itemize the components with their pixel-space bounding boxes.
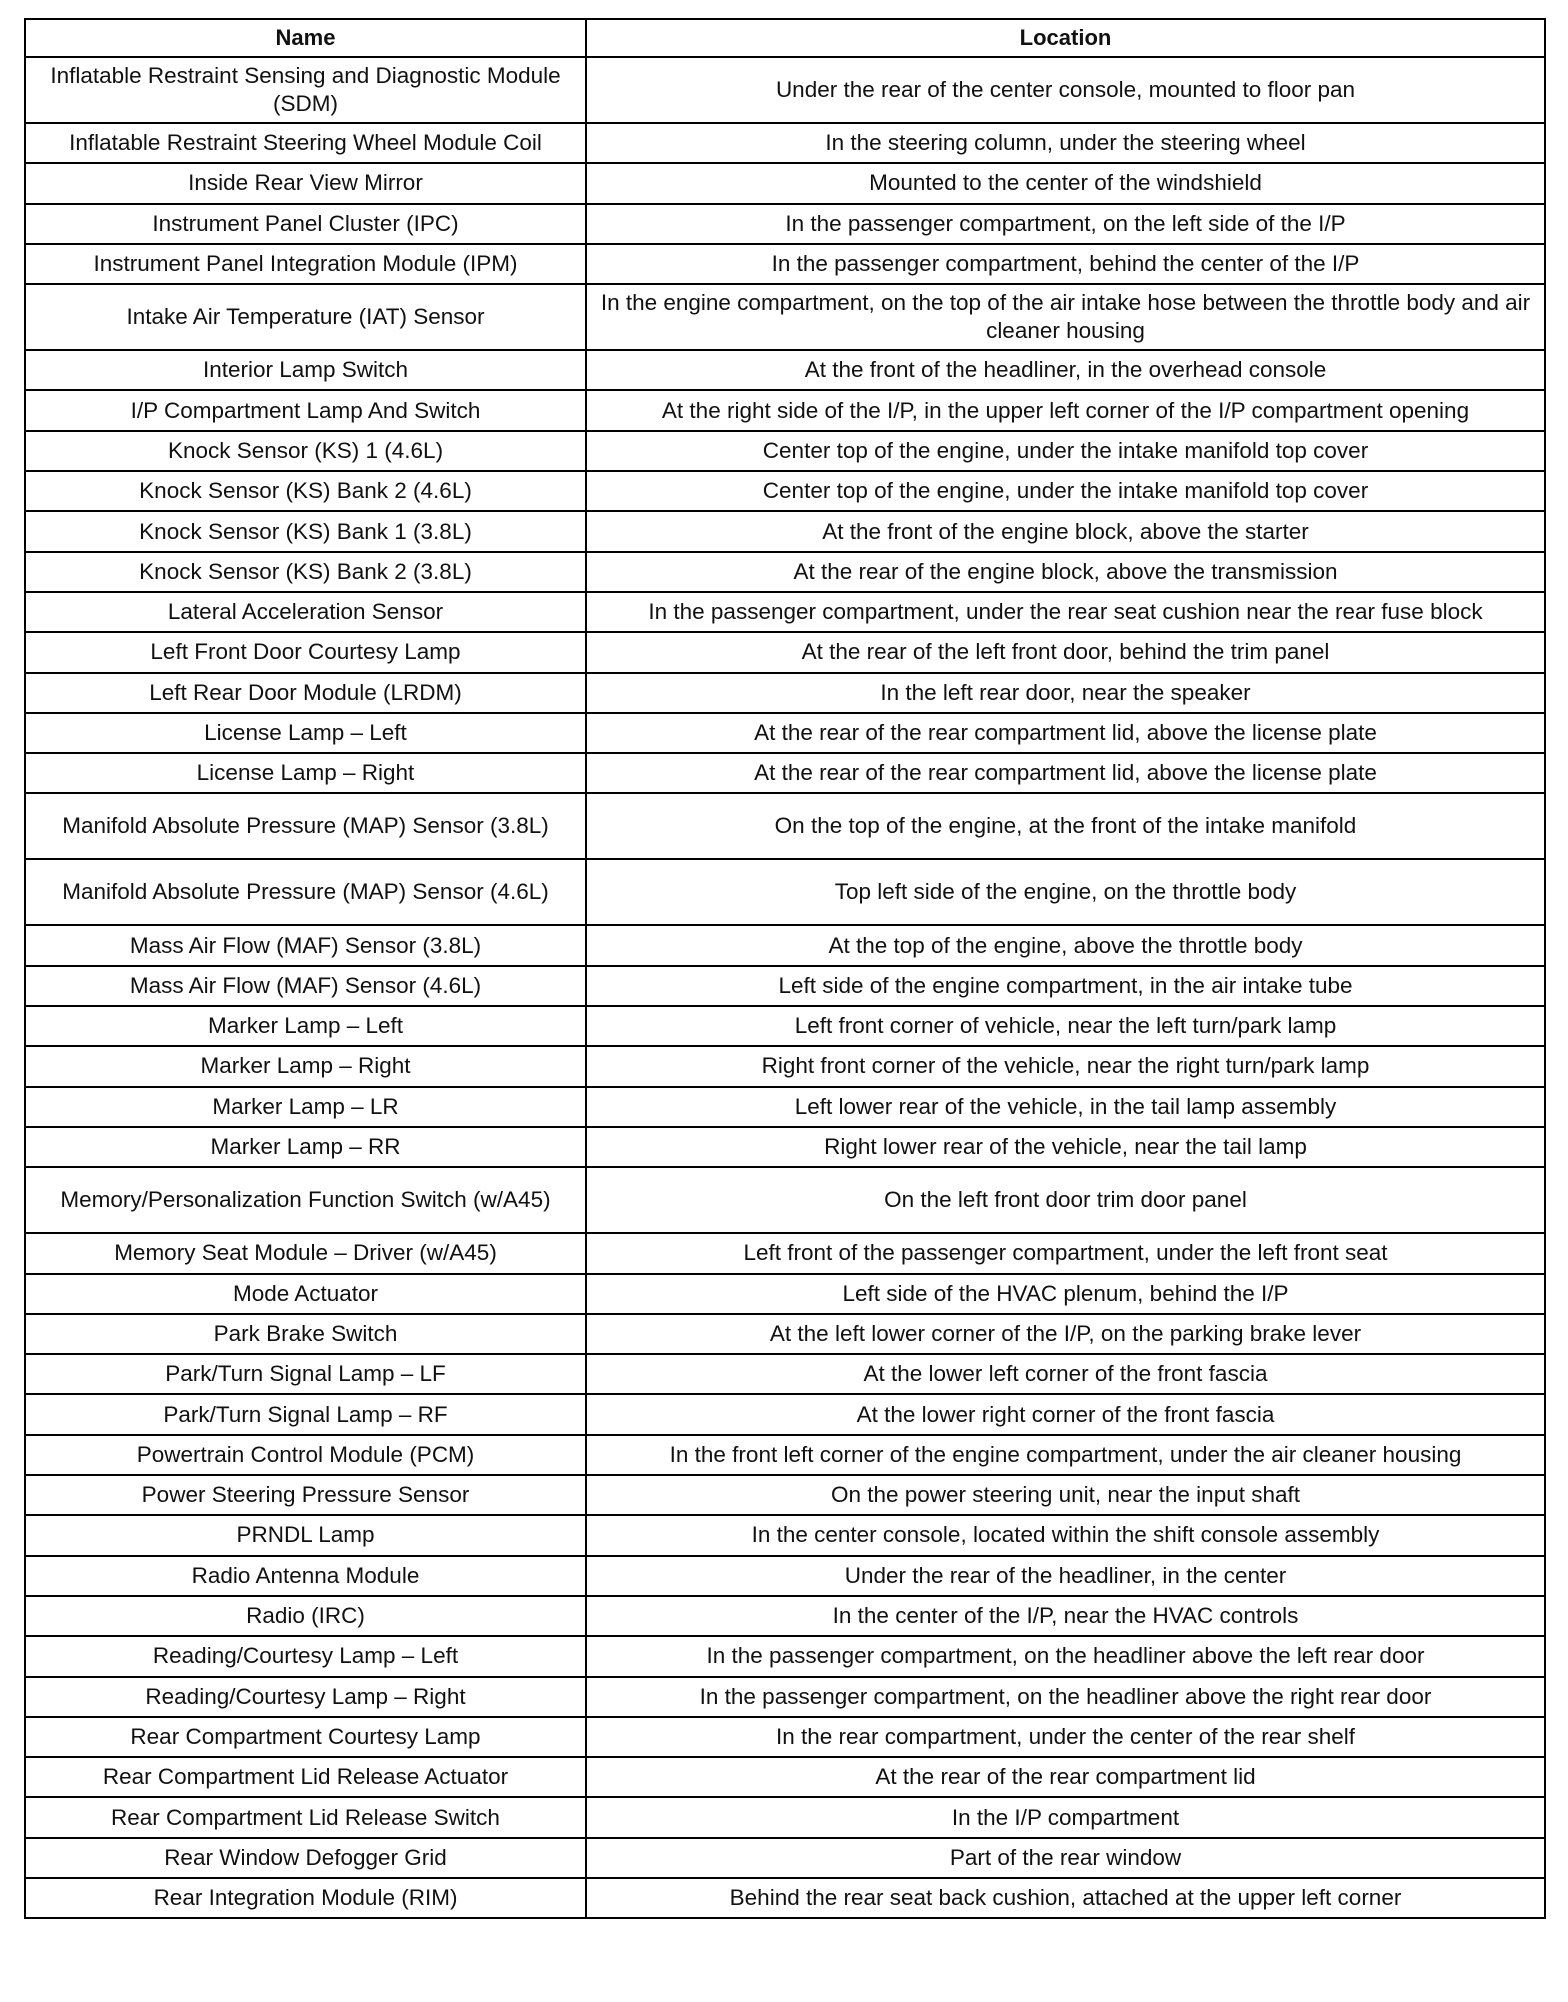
component-location-cell: In the passenger compartment, on the headliner above the right rear door xyxy=(586,1677,1545,1717)
component-name-cell: Inside Rear View Mirror xyxy=(25,163,586,203)
component-name-cell: Instrument Panel Integration Module (IPM) xyxy=(25,244,586,284)
table-row xyxy=(25,592,1545,632)
component-location-cell: Center top of the engine, under the intake manifold top cover xyxy=(586,431,1545,471)
component-location-table xyxy=(24,18,1546,1919)
component-name-cell: Memory/Personalization Function Switch (w/A45) xyxy=(25,1167,586,1233)
component-name-cell: Interior Lamp Switch xyxy=(25,350,586,390)
table-row xyxy=(25,1167,1545,1233)
component-name-cell: Radio (IRC) xyxy=(25,1596,586,1636)
table-row xyxy=(25,1838,1545,1878)
table-row xyxy=(25,1717,1545,1757)
component-name-cell: License Lamp – Right xyxy=(25,753,586,793)
component-name-cell: Park/Turn Signal Lamp – LF xyxy=(25,1354,586,1394)
component-location-cell: Under the rear of the headliner, in the center xyxy=(586,1556,1545,1596)
component-location-cell: Mounted to the center of the windshield xyxy=(586,163,1545,203)
component-location-cell: Right lower rear of the vehicle, near the tail lamp xyxy=(586,1127,1545,1167)
table-row xyxy=(25,1636,1545,1676)
component-name-cell: Left Rear Door Module (LRDM) xyxy=(25,673,586,713)
component-name-cell: Intake Air Temperature (IAT) Sensor xyxy=(25,284,586,350)
table-row xyxy=(25,1046,1545,1086)
table-row xyxy=(25,350,1545,390)
component-location-cell: At the right side of the I/P, in the upper left corner of the I/P compartment opening xyxy=(586,390,1545,430)
component-name-cell: Mode Actuator xyxy=(25,1274,586,1314)
table-row xyxy=(25,1596,1545,1636)
component-name-cell: Manifold Absolute Pressure (MAP) Sensor (4.6L) xyxy=(25,859,586,925)
table-row xyxy=(25,284,1545,350)
component-location-cell: In the rear compartment, under the center of the rear shelf xyxy=(586,1717,1545,1757)
table-row xyxy=(25,123,1545,163)
component-name-cell: Powertrain Control Module (PCM) xyxy=(25,1435,586,1475)
header-name: Name xyxy=(25,19,586,57)
table-header-row xyxy=(25,19,1545,57)
table-row xyxy=(25,793,1545,859)
component-name-cell: Power Steering Pressure Sensor xyxy=(25,1475,586,1515)
component-location-cell: At the rear of the left front door, behind the trim panel xyxy=(586,632,1545,672)
component-location-cell: Under the rear of the center console, mounted to floor pan xyxy=(586,57,1545,123)
component-name-cell: Instrument Panel Cluster (IPC) xyxy=(25,204,586,244)
table-row xyxy=(25,1006,1545,1046)
table-row xyxy=(25,1233,1545,1273)
table-row xyxy=(25,925,1545,965)
table-row xyxy=(25,753,1545,793)
component-name-cell: Reading/Courtesy Lamp – Right xyxy=(25,1677,586,1717)
table-row xyxy=(25,552,1545,592)
component-location-cell: At the rear of the rear compartment lid, above the license plate xyxy=(586,713,1545,753)
table-row xyxy=(25,163,1545,203)
component-location-cell: At the rear of the rear compartment lid xyxy=(586,1757,1545,1797)
component-name-cell: Rear Integration Module (RIM) xyxy=(25,1878,586,1918)
component-name-cell: Mass Air Flow (MAF) Sensor (3.8L) xyxy=(25,925,586,965)
component-name-cell: PRNDL Lamp xyxy=(25,1515,586,1555)
table-row xyxy=(25,204,1545,244)
component-location-cell: On the left front door trim door panel xyxy=(586,1167,1545,1233)
component-location-sheet xyxy=(24,18,1544,1919)
table-row xyxy=(25,1435,1545,1475)
component-location-cell: In the left rear door, near the speaker xyxy=(586,673,1545,713)
table-row xyxy=(25,244,1545,284)
component-name-cell: Mass Air Flow (MAF) Sensor (4.6L) xyxy=(25,966,586,1006)
component-location-cell: In the steering column, under the steering wheel xyxy=(586,123,1545,163)
component-location-cell: In the I/P compartment xyxy=(586,1797,1545,1837)
component-name-cell: Park Brake Switch xyxy=(25,1314,586,1354)
component-location-cell: At the left lower corner of the I/P, on the parking brake lever xyxy=(586,1314,1545,1354)
component-location-cell: At the rear of the engine block, above the transmission xyxy=(586,552,1545,592)
component-name-cell: Rear Window Defogger Grid xyxy=(25,1838,586,1878)
component-location-cell: In the engine compartment, on the top of the air intake hose between the throttle body and air cleaner housing xyxy=(586,284,1545,350)
component-name-cell: Left Front Door Courtesy Lamp xyxy=(25,632,586,672)
table-row xyxy=(25,431,1545,471)
component-location-cell: In the passenger compartment, on the left side of the I/P xyxy=(586,204,1545,244)
component-location-cell: In the passenger compartment, behind the center of the I/P xyxy=(586,244,1545,284)
table-row xyxy=(25,1087,1545,1127)
component-location-cell: In the center console, located within the shift console assembly xyxy=(586,1515,1545,1555)
component-location-cell: Left side of the HVAC plenum, behind the I/P xyxy=(586,1274,1545,1314)
component-location-cell: Part of the rear window xyxy=(586,1838,1545,1878)
component-location-cell: Top left side of the engine, on the throttle body xyxy=(586,859,1545,925)
component-location-cell: At the top of the engine, above the throttle body xyxy=(586,925,1545,965)
table-row xyxy=(25,1878,1545,1918)
component-location-cell: In the center of the I/P, near the HVAC controls xyxy=(586,1596,1545,1636)
table-row xyxy=(25,859,1545,925)
component-name-cell: Knock Sensor (KS) 1 (4.6L) xyxy=(25,431,586,471)
component-location-cell: At the front of the headliner, in the overhead console xyxy=(586,350,1545,390)
component-location-cell: In the passenger compartment, under the rear seat cushion near the rear fuse block xyxy=(586,592,1545,632)
table-row xyxy=(25,966,1545,1006)
table-row xyxy=(25,1797,1545,1837)
header-location: Location xyxy=(586,19,1545,57)
component-location-cell: In the passenger compartment, on the headliner above the left rear door xyxy=(586,1636,1545,1676)
component-name-cell: Manifold Absolute Pressure (MAP) Sensor (3.8L) xyxy=(25,793,586,859)
table-body xyxy=(25,57,1545,1918)
component-location-cell: Center top of the engine, under the intake manifold top cover xyxy=(586,471,1545,511)
component-name-cell: Lateral Acceleration Sensor xyxy=(25,592,586,632)
component-name-cell: Rear Compartment Courtesy Lamp xyxy=(25,1717,586,1757)
component-location-cell: In the front left corner of the engine compartment, under the air cleaner housing xyxy=(586,1435,1545,1475)
component-location-cell: Right front corner of the vehicle, near the right turn/park lamp xyxy=(586,1046,1545,1086)
component-location-cell: At the lower right corner of the front fascia xyxy=(586,1394,1545,1434)
component-location-cell: Left front of the passenger compartment, under the left front seat xyxy=(586,1233,1545,1273)
table-row xyxy=(25,1127,1545,1167)
table-row xyxy=(25,511,1545,551)
component-name-cell: Marker Lamp – LR xyxy=(25,1087,586,1127)
table-row xyxy=(25,1515,1545,1555)
table-row xyxy=(25,1677,1545,1717)
component-location-cell: At the rear of the rear compartment lid, above the license plate xyxy=(586,753,1545,793)
component-name-cell: Knock Sensor (KS) Bank 1 (3.8L) xyxy=(25,511,586,551)
table-row xyxy=(25,1757,1545,1797)
component-location-cell: Left lower rear of the vehicle, in the tail lamp assembly xyxy=(586,1087,1545,1127)
component-name-cell: Rear Compartment Lid Release Actuator xyxy=(25,1757,586,1797)
table-row xyxy=(25,1394,1545,1434)
component-name-cell: Rear Compartment Lid Release Switch xyxy=(25,1797,586,1837)
table-row xyxy=(25,1475,1545,1515)
component-name-cell: Radio Antenna Module xyxy=(25,1556,586,1596)
component-location-cell: Left front corner of vehicle, near the left turn/park lamp xyxy=(586,1006,1545,1046)
table-row xyxy=(25,713,1545,753)
component-location-cell: At the front of the engine block, above the starter xyxy=(586,511,1545,551)
component-name-cell: Inflatable Restraint Sensing and Diagnostic Module (SDM) xyxy=(25,57,586,123)
table-row xyxy=(25,1556,1545,1596)
component-location-cell: On the top of the engine, at the front of the intake manifold xyxy=(586,793,1545,859)
table-row xyxy=(25,1314,1545,1354)
table-row xyxy=(25,57,1545,123)
component-name-cell: Marker Lamp – RR xyxy=(25,1127,586,1167)
component-name-cell: I/P Compartment Lamp And Switch xyxy=(25,390,586,430)
component-name-cell: Memory Seat Module – Driver (w/A45) xyxy=(25,1233,586,1273)
component-location-cell: On the power steering unit, near the input shaft xyxy=(586,1475,1545,1515)
component-location-cell: At the lower left corner of the front fascia xyxy=(586,1354,1545,1394)
component-name-cell: Marker Lamp – Right xyxy=(25,1046,586,1086)
component-location-cell: Behind the rear seat back cushion, attached at the upper left corner xyxy=(586,1878,1545,1918)
component-name-cell: Inflatable Restraint Steering Wheel Module Coil xyxy=(25,123,586,163)
table-row xyxy=(25,390,1545,430)
table-row xyxy=(25,471,1545,511)
table-row xyxy=(25,1354,1545,1394)
component-name-cell: Marker Lamp – Left xyxy=(25,1006,586,1046)
component-location-cell: Left side of the engine compartment, in the air intake tube xyxy=(586,966,1545,1006)
component-name-cell: License Lamp – Left xyxy=(25,713,586,753)
component-name-cell: Reading/Courtesy Lamp – Left xyxy=(25,1636,586,1676)
table-row xyxy=(25,1274,1545,1314)
component-name-cell: Park/Turn Signal Lamp – RF xyxy=(25,1394,586,1434)
component-name-cell: Knock Sensor (KS) Bank 2 (3.8L) xyxy=(25,552,586,592)
table-row xyxy=(25,632,1545,672)
table-row xyxy=(25,673,1545,713)
component-name-cell: Knock Sensor (KS) Bank 2 (4.6L) xyxy=(25,471,586,511)
